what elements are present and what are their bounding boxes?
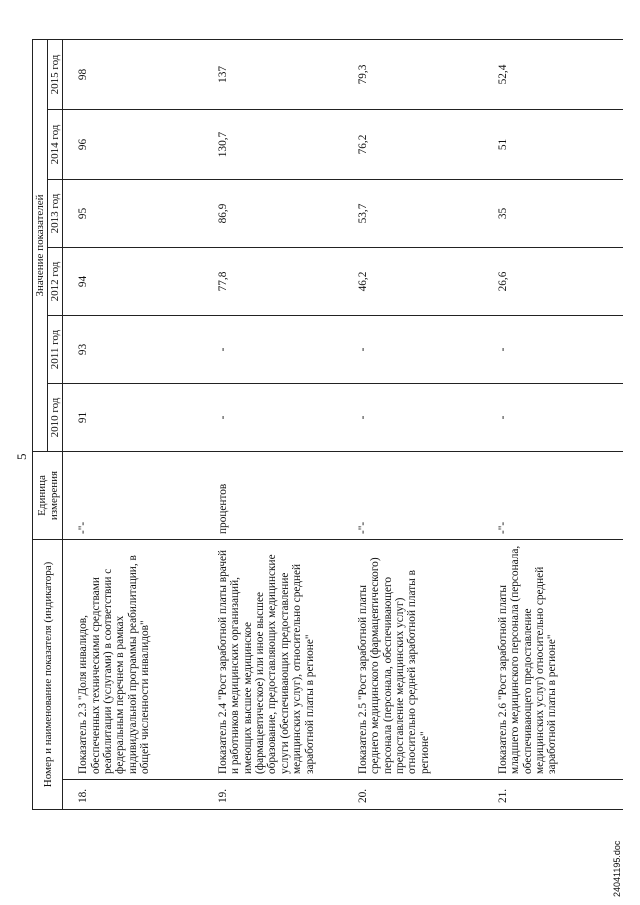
header-year: 2013 год — [48, 180, 63, 248]
row-number: 18. — [63, 780, 203, 810]
value-cell: 96 — [63, 110, 203, 180]
value-cell: - — [203, 316, 343, 384]
header-year: 2011 год — [48, 316, 63, 384]
value-cell: 26,6 — [483, 248, 623, 316]
value-cell: - — [203, 384, 343, 452]
unit-cell: -"- — [483, 452, 623, 540]
header-year: 2010 год — [48, 384, 63, 452]
indicator-name: Показатель 2.5 "Рост заработной платы среднего медицинского (фармацевтического) персонала (персонала, обеспечивающего предоставление медицинских услуг) относительно средней заработной платы в регионе" — [343, 540, 483, 780]
value-cell: 137 — [203, 39, 343, 109]
value-cell: 130,7 — [203, 110, 343, 180]
value-cell: - — [483, 316, 623, 384]
value-cell: 93 — [63, 316, 203, 384]
indicator-name: Показатель 2.6 "Рост заработной платы младшего медицинского персонала (персонала, обеспечивающего предоставление медицинских услуг) относительно средней заработной платы в регионе" — [483, 540, 623, 780]
value-cell: 46,2 — [343, 248, 483, 316]
value-cell: 52,4 — [483, 39, 623, 109]
value-cell: 77,8 — [203, 248, 343, 316]
header-year: 2015 год — [48, 39, 63, 109]
indicator-name: Показатель 2.4 "Рост заработной платы врачей и работников медицинских организаций, имеющих высшее медицинское (фармацевтическое) или иное высшее образование, предоставляющих медицинские услуги (обеспечивающих предоставление медицинских услуг), относительно средней заработной платы в регионе" — [203, 540, 343, 780]
header-year: 2014 год — [48, 110, 63, 180]
header-values-group: Значение показателей — [33, 39, 48, 451]
row-number: 19. — [203, 780, 343, 810]
indicator-name: Показатель 2.3 "Доля инвалидов, обеспеченных техническими средствами реабилитации (услугами) в соответствии с федеральным перечнем в рамках индивидуальной программы реабилитации, в общей численности инвалидов" — [63, 540, 203, 780]
row-number: 21. — [483, 780, 623, 810]
value-cell: 95 — [63, 180, 203, 248]
value-cell: 98 — [63, 39, 203, 109]
document-file-code: 24041195.doc — [612, 840, 622, 897]
value-cell: 35 — [483, 180, 623, 248]
unit-cell: -"- — [63, 452, 203, 540]
header-year: 2012 год — [48, 248, 63, 316]
value-cell: 91 — [63, 384, 203, 452]
value-cell: 51 — [483, 110, 623, 180]
header-indicator-name: Номер и наименование показателя (индикатора) — [33, 540, 63, 810]
table-row — [203, 39, 343, 809]
value-cell: 94 — [63, 248, 203, 316]
value-cell: 53,7 — [343, 180, 483, 248]
value-cell: 76,2 — [343, 110, 483, 180]
indicators-table — [32, 39, 623, 810]
header-unit: Единица измерения — [33, 452, 63, 540]
value-cell: - — [343, 384, 483, 452]
table-row — [63, 39, 203, 809]
table-row — [343, 39, 483, 809]
page-number: 5 — [14, 453, 29, 460]
row-number: 20. — [343, 780, 483, 810]
table-row — [483, 39, 623, 809]
value-cell: 79,3 — [343, 39, 483, 109]
unit-cell: -"- — [343, 452, 483, 540]
unit-cell: процентов — [203, 452, 343, 540]
value-cell: 86,9 — [203, 180, 343, 248]
value-cell: - — [483, 384, 623, 452]
value-cell: - — [343, 316, 483, 384]
